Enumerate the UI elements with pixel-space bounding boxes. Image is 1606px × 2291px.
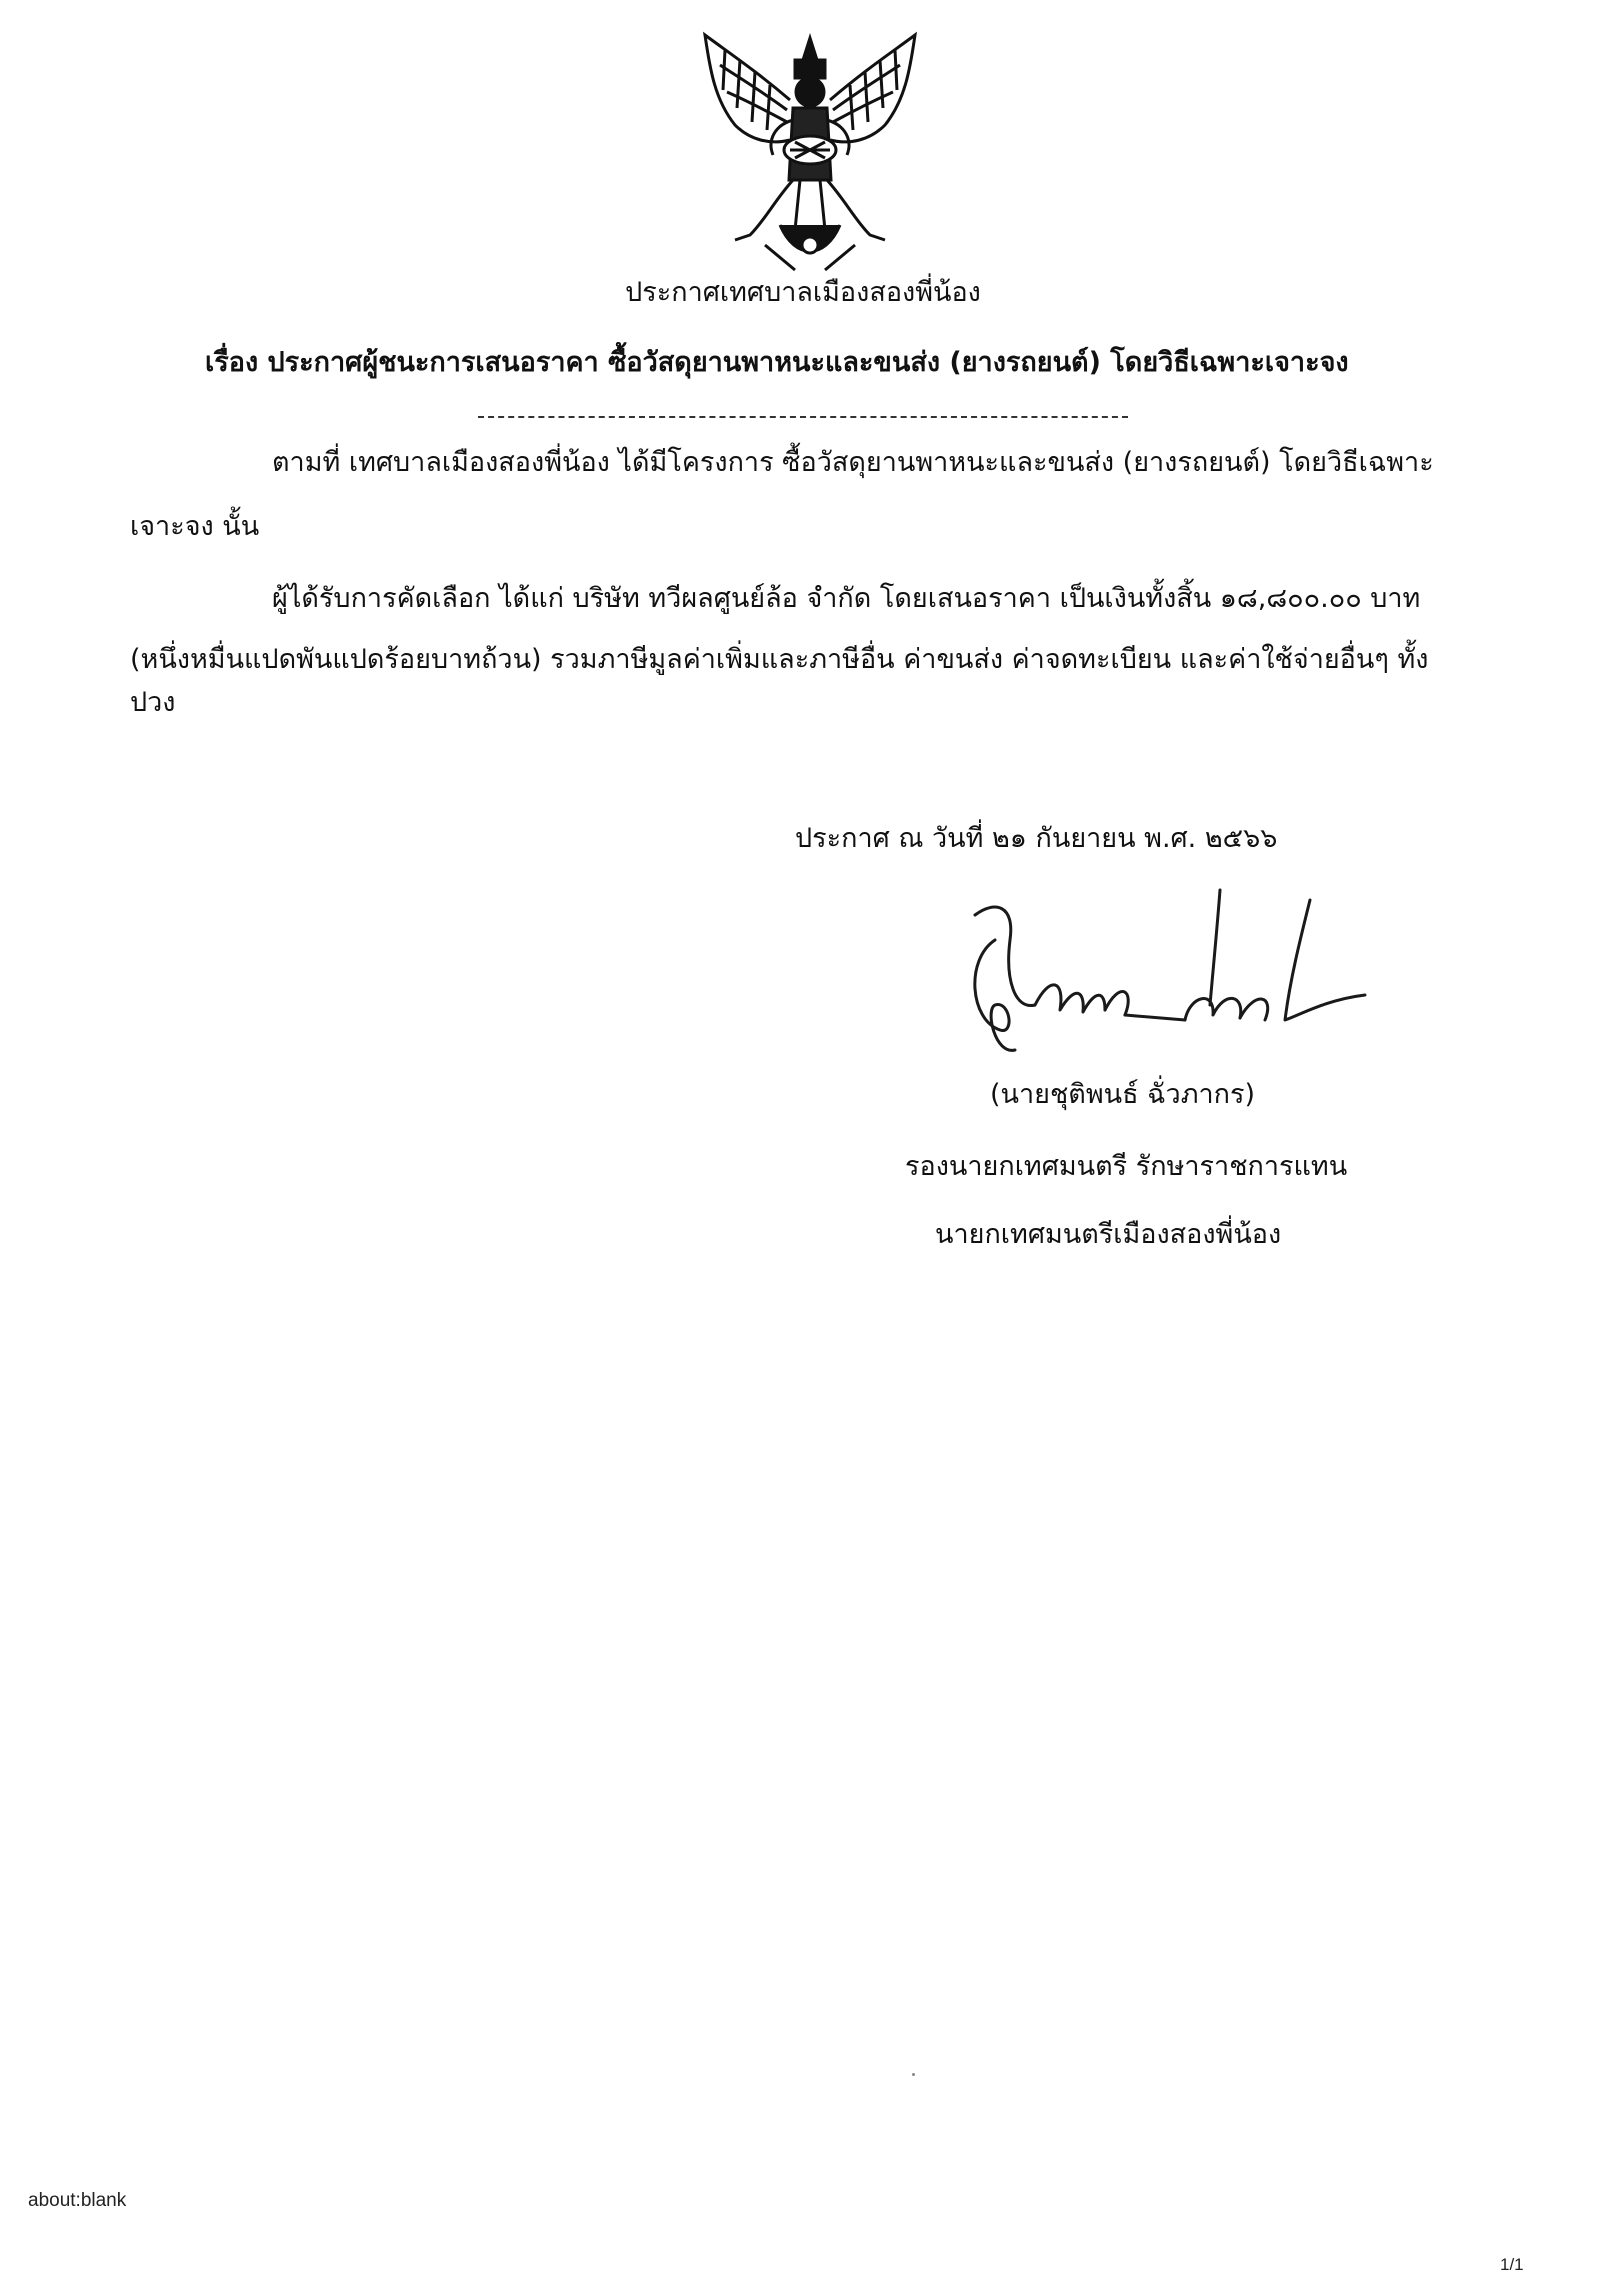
paragraph-1-line-2: เจาะจง นั้น [130,511,260,542]
signer-name: (นายชุติพนธ์ ฉั่วภากร) [990,1079,1256,1110]
announcement-date: ประกาศ ณ วันที่ ๒๑ กันยายน พ.ศ. ๒๕๖๖ [795,823,1278,854]
document-subject: เรื่อง ประกาศผู้ชนะการเสนอราคา ซื้อวัสดุยานพาหนะและขนส่ง (ยางรถยนต์) โดยวิธีเฉพาะเจาะจง [205,347,1349,378]
divider [478,416,1128,418]
signer-position-1: รองนายกเทศมนตรี รักษาราชการแทน [905,1151,1348,1182]
paragraph-2-line-3: ปวง [130,687,176,718]
paragraph-2-line-2: (หนึ่งหมื่นแปดพันแปดร้อยบาทถ้วน) รวมภาษีมูลค่าเพิ่มและภาษีอื่น ค่าขนส่ง ค่าจดทะเบียน และค่าใช้จ่ายอื่นๆ ทั้ง [130,644,1429,675]
print-footer-url: about:blank [28,2190,127,2211]
print-footer-page-number: 1/1 [1500,2255,1524,2274]
paragraph-2-line-1: ผู้ได้รับการคัดเลือก ได้แก่ บริษัท ทวีผลศูนย์ล้อ จำกัด โดยเสนอราคา เป็นเงินทั้งสิ้น ๑๘,๘๐๐.๐๐ บาท [272,583,1421,614]
scan-speck [912,2073,915,2076]
paragraph-1-line-1: ตามที่ เทศบาลเมืองสองพี่น้อง ได้มีโครงการ ซื้อวัสดุยานพาหนะและขนส่ง (ยางรถยนต์) โดยวิธีเฉพาะ [272,447,1434,478]
garuda-emblem-icon [695,30,925,280]
handwritten-signature [955,880,1375,1060]
document-heading: ประกาศเทศบาลเมืองสองพี่น้อง [625,277,981,308]
signer-position-2: นายกเทศมนตรีเมืองสองพี่น้อง [935,1219,1282,1250]
